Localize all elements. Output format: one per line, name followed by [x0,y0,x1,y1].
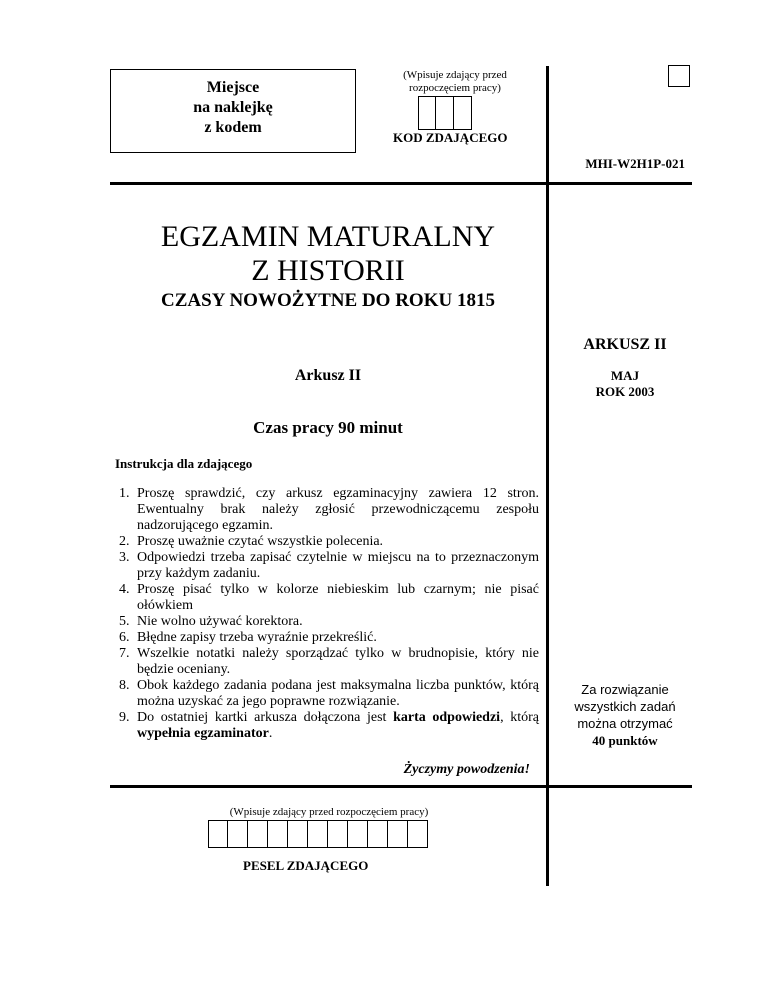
item9-suffix: . [268,726,273,741]
corner-box[interactable] [668,65,690,87]
instruction-item: 6. Błędne zapisy trzeba wyraźnie przekreślić. [133,630,539,646]
good-luck: Życzymy powodzenia! [403,762,530,777]
pesel-cell[interactable] [368,820,388,848]
instruction-item: 4. Proszę pisać tylko w kolorze niebieskim lub czarnym; nie pisać ołówkiem [133,582,539,614]
instruction-item: 5. Nie wolno używać korektora. [133,614,539,630]
pesel-label: PESEL ZDAJĄCEGO [243,858,369,873]
points-line-2: wszystkich zadań [574,699,676,714]
code-note [380,69,530,95]
sticker-line-2: na naklejkę [193,99,273,116]
sticker-line-1: Miejsce [206,79,260,96]
pesel-cell[interactable] [248,820,268,848]
pesel-boxes[interactable] [208,820,428,848]
instructions-heading: Instrukcja dla zdającego [115,456,253,471]
pesel-cell[interactable] [228,820,248,848]
pesel-cell[interactable] [328,820,348,848]
item9-examiner: wypełnia egzaminator [137,726,269,741]
instruction-item: 8. Obok każdego zadania podana jest maksymalna liczba punktów, którą można uzyskać za jego poprawne rozwiązanie. [133,678,539,710]
pesel-cell[interactable] [288,820,308,848]
side-date [555,368,695,400]
pesel-cell[interactable] [408,820,428,848]
code-cell[interactable] [436,96,454,130]
top-rule [110,182,692,185]
points-line-1: Za rozwiązanie [581,682,669,697]
points-note [555,681,695,749]
instruction-item: 2. Proszę uważnie czytać wszystkie polecenia. [133,534,539,550]
side-arkusz: ARKUSZ II [583,336,667,353]
item9-answer-card: karta odpowiedzi [393,710,501,725]
instruction-item: 7. Wszelkie notatki należy sporządzać tylko w brudnopisie, który nie będzie oceniany. [133,646,539,678]
bottom-rule [110,785,692,788]
pesel-cell[interactable] [308,820,328,848]
sticker-line-3: z kodem [204,119,262,136]
pesel-cell[interactable] [348,820,368,848]
sticker-area [110,69,356,153]
item9-mid: , którą [500,710,539,725]
work-time: Czas pracy 90 minut [253,418,403,437]
code-cell[interactable] [418,96,436,130]
exam-subtitle: CZASY NOWOŻYTNE DO ROKU 1815 [161,290,495,311]
points-value: 40 punktów [592,733,658,748]
title-line-2: Z HISTORII [251,254,405,287]
student-code-boxes[interactable] [418,96,472,130]
item9-prefix: Do ostatniej kartki arkusza dołączona jest [137,710,394,725]
vertical-divider [546,66,549,886]
side-month: MAJ [610,368,640,383]
exam-title [110,220,546,288]
instruction-item: 3. Odpowiedzi trzeba zapisać czytelnie w miejscu na to przeznaczonym przy każdym zadaniu. [133,550,539,582]
code-note-line1: (Wpisuje zdający przed [403,69,507,81]
code-cell[interactable] [454,96,472,130]
sheet-code: MHI-W2H1P-021 [585,156,685,171]
side-year: ROK 2003 [595,384,655,399]
points-line-3: można otrzymać [577,716,673,731]
student-code-label: KOD ZDAJĄCEGO [393,130,508,145]
pesel-cell[interactable] [208,820,228,848]
pesel-cell[interactable] [388,820,408,848]
instruction-item: 1. Proszę sprawdzić, czy arkusz egzaminacyjny zawiera 12 stron. Ewentualny brak należy zgłosić przewodniczącemu zespołu nadzorującego egzamin. [133,486,539,534]
pesel-cell[interactable] [268,820,288,848]
title-line-1: EGZAMIN MATURALNY [160,220,496,253]
instructions-list [115,486,539,742]
pesel-note: (Wpisuje zdający przed rozpoczęciem pracy) [229,806,429,818]
sheet-label: Arkusz II [294,367,362,384]
code-note-line2: rozpoczęciem pracy) [409,82,501,94]
instruction-item-9 [133,710,539,742]
